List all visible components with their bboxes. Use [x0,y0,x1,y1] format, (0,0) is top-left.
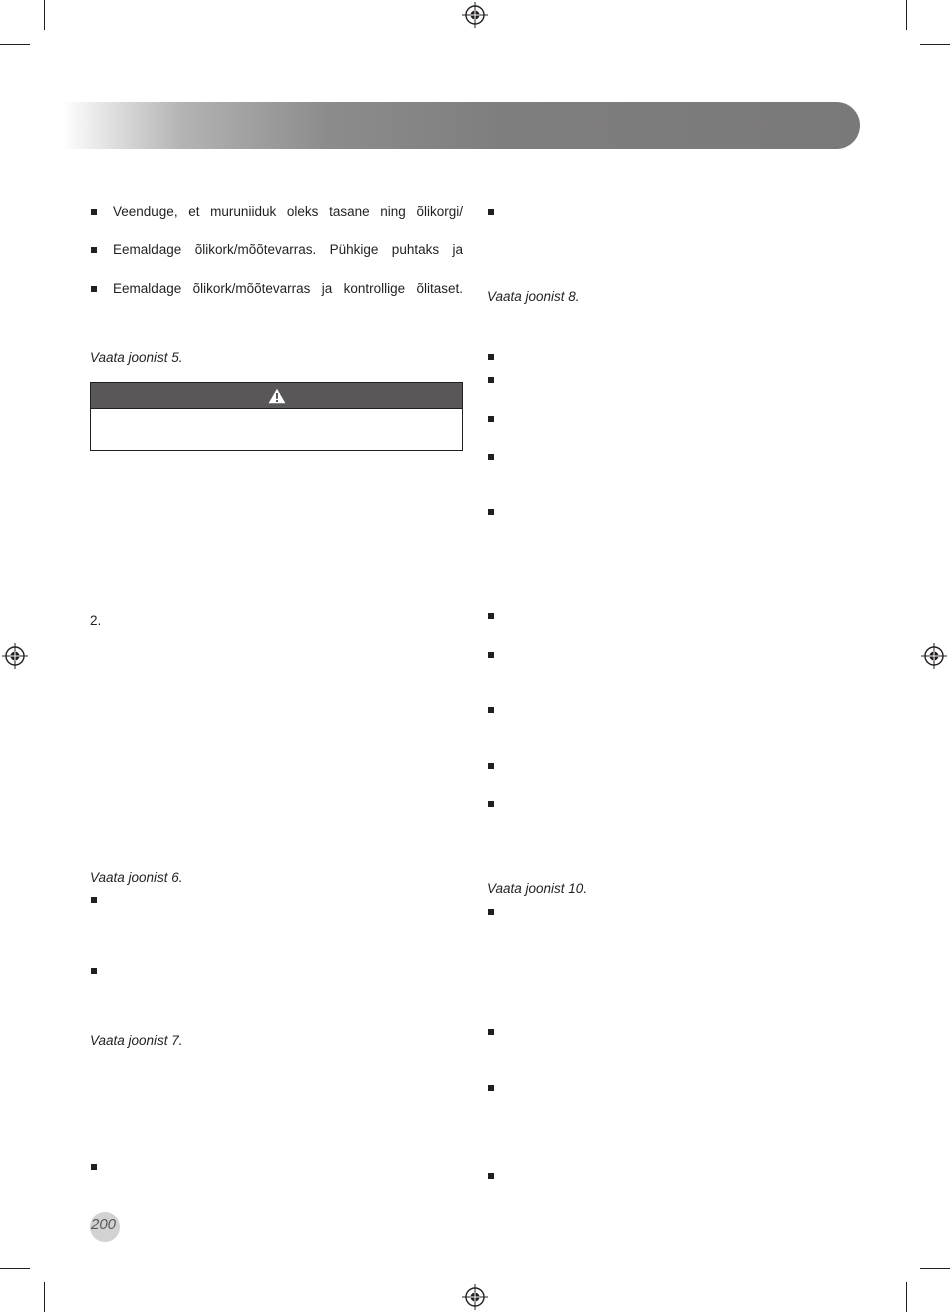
crop-mark [920,44,950,45]
bullet-marker [488,454,494,460]
bullet-text: Eemaldage õlikork/mõõtevarras ja kontrollige õlitaset. [113,281,463,296]
warning-header [91,383,462,409]
bullet-marker [488,509,494,515]
crop-mark [0,44,30,45]
bullet-marker [91,286,97,292]
bullet-text: Veenduge, et muruniiduk oleks tasane ning õlikorgi/ [113,204,463,219]
figure-reference: Vaata joonist 5. [90,350,183,365]
bullet-marker [91,1164,97,1170]
bullet-marker [488,707,494,713]
figure-reference: Vaata joonist 10. [487,881,588,896]
bullet-marker [488,909,494,915]
warning-box [90,382,463,451]
bullet-marker [488,1173,494,1179]
bullet-marker [488,416,494,422]
figure-reference: Vaata joonist 8. [487,289,580,304]
crop-mark [906,1282,907,1312]
bullet-text: Eemaldage õlikork/mõõtevarras. Pühkige puhtaks ja [113,242,463,257]
bullet-marker [91,209,97,215]
bullet-marker [488,652,494,658]
registration-mark-icon [462,2,488,28]
figure-reference: Vaata joonist 7. [90,1033,183,1048]
page-number: 200 [91,1216,117,1233]
crop-mark [906,0,907,30]
registration-mark-icon [921,643,947,669]
registration-mark-icon [462,1284,488,1310]
bullet-marker [488,613,494,619]
figure-reference: Vaata joonist 6. [90,870,183,885]
section-header-bar [62,102,860,149]
bullet-marker [488,763,494,769]
bullet-marker [91,897,97,903]
crop-mark [920,1268,950,1269]
bullet-marker [488,801,494,807]
bullet-marker [488,1029,494,1035]
crop-mark [0,1268,30,1269]
bullet-marker [91,247,97,253]
crop-mark [44,0,45,30]
bullet-marker [91,968,97,974]
crop-mark [44,1282,45,1312]
bullet-marker [488,377,494,383]
bullet-marker [488,1085,494,1091]
step-number: 2. [90,613,102,628]
registration-mark-icon [2,643,28,669]
warning-triangle-icon [268,388,286,404]
bullet-marker [488,209,494,215]
bullet-marker [488,354,494,360]
